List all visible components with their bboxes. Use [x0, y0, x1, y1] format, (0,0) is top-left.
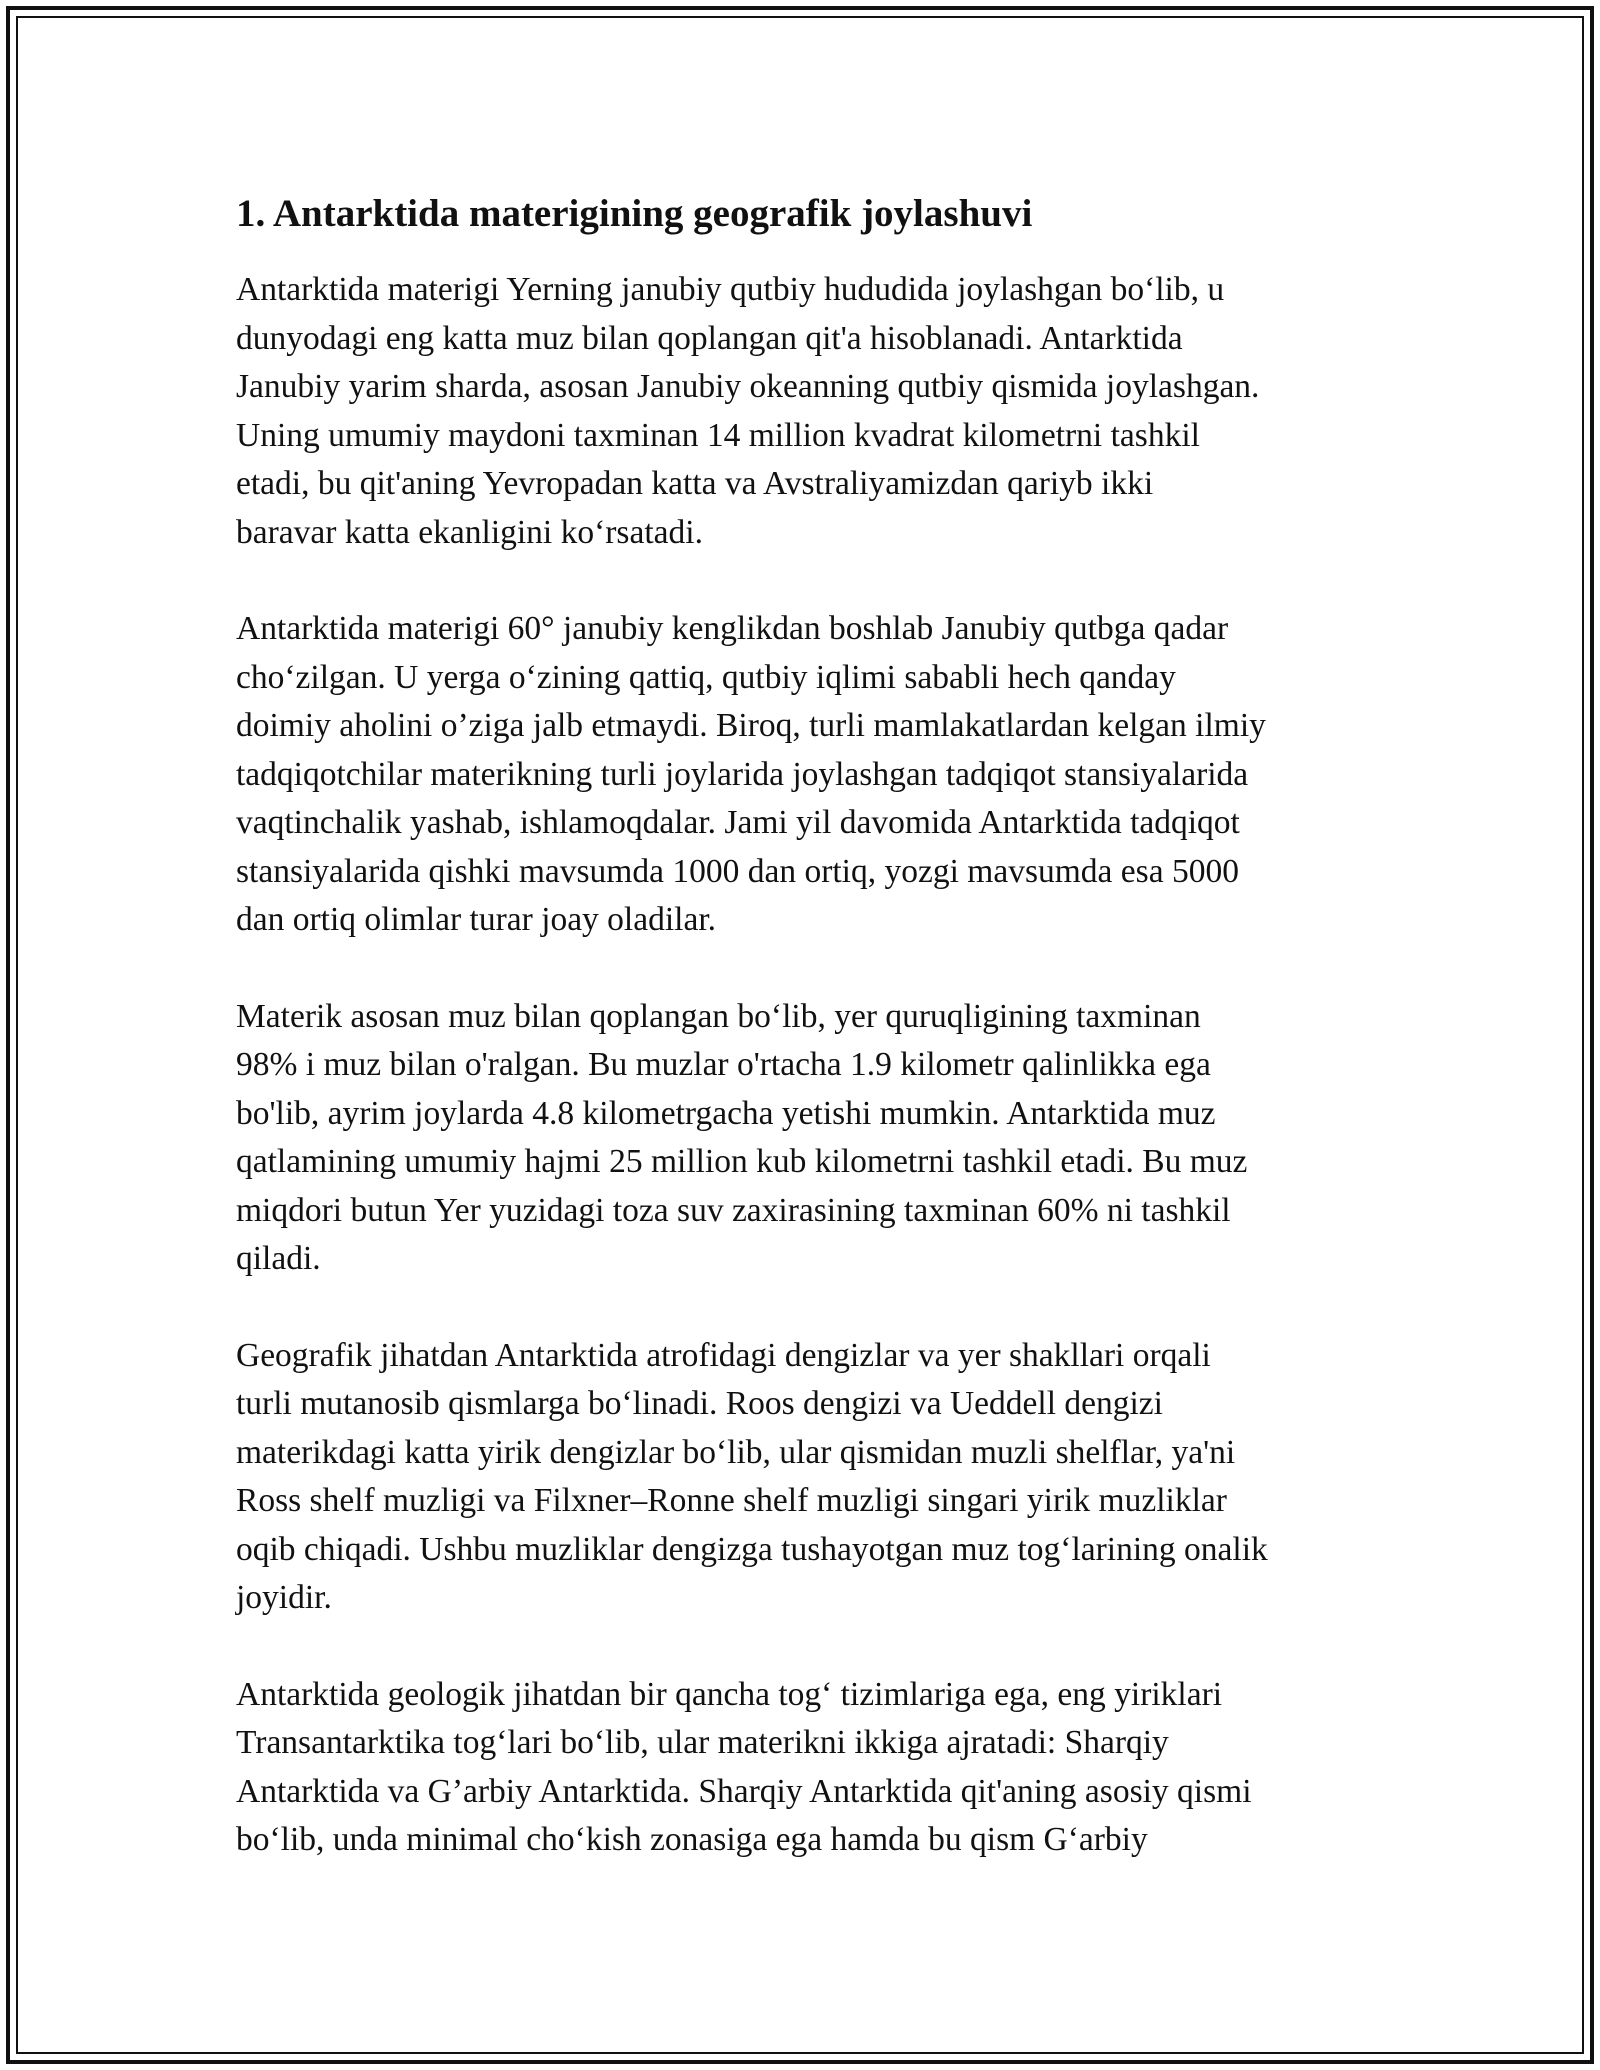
- paragraph-line: turli mutanosib qismlarga bo‘linadi. Roos dengizi va Ueddell dengizi: [236, 1385, 1163, 1422]
- paragraph-line: Antarktida materigi 60° janubiy kenglikdan boshlab Janubiy qutbga qadar: [236, 610, 1229, 647]
- paragraph-line: miqdori butun Yer yuzidagi toza suv zaxirasining taxminan 60% ni tashkil: [236, 1191, 1231, 1229]
- paragraph-line: etadi, bu qit'aning Yevropadan katta va Avstraliyamizdan qariyb ikki: [236, 465, 1154, 502]
- paragraph-line: joyidir.: [236, 1579, 332, 1616]
- paragraph-line: dunyodagi eng katta muz bilan qoplangan qit'a hisoblanadi. Antarktida: [236, 319, 1183, 357]
- section-heading: 1. Antarktida materigining geografik joylashuvi: [236, 192, 1033, 235]
- document-body: [236, 188, 1376, 1913]
- paragraph-line: Ross shelf muzligi va Filxner–Ronne shelf muzligi singari yirik muzliklar: [236, 1482, 1227, 1519]
- paragraph-line: dan ortiq olimlar turar joay oladilar.: [236, 901, 717, 938]
- paragraph-line: stansiyalarida qishki mavsumda 1000 dan ortiq, yozgi mavsumda esa 5000: [236, 852, 1239, 890]
- paragraph-line: qiladi.: [236, 1240, 321, 1277]
- paragraph-line: materikdagi katta yirik dengizlar bo‘lib, ular qismidan muzli shelflar, ya'ni: [236, 1433, 1236, 1471]
- paragraph-2: [236, 605, 1376, 945]
- paragraph-line: oqib chiqadi. Ushbu muzliklar dengizga tushayotgan muz tog‘larining onalik: [236, 1530, 1268, 1568]
- paragraph-line: Janubiy yarim sharda, asosan Janubiy okeanning qutbiy qismida joylashgan.: [236, 368, 1260, 405]
- paragraph-line: cho‘zilgan. U yerga o‘zining qattiq, qutbiy iqlimi sababli hech qanday: [236, 658, 1176, 696]
- paragraph-line: qatlamining umumiy hajmi 25 million kub kilometrni tashkil etadi. Bu muz: [236, 1143, 1248, 1180]
- paragraph-line: Transantarktika tog‘lari bo‘lib, ular materikni ikkiga ajratadi: Sharqiy: [236, 1724, 1169, 1761]
- paragraph-line: Antarktida geologik jihatdan bir qancha tog‘ tizimlariga ega, eng yiriklari: [236, 1675, 1223, 1713]
- paragraph-line: bo‘lib, unda minimal cho‘kish zonasiga ega hamda bu qism G‘arbiy: [236, 1821, 1148, 1858]
- paragraph-line: Materik asosan muz bilan qoplangan bo‘lib, yer quruqligining taxminan: [236, 997, 1201, 1035]
- paragraph-3: [236, 993, 1376, 1284]
- paragraph-line: Uning umumiy maydoni taxminan 14 million kvadrat kilometrni tashkil: [236, 416, 1200, 454]
- paragraph-line: Geografik jihatdan Antarktida atrofidagi dengizlar va yer shakllari orqali: [236, 1336, 1211, 1374]
- paragraph-line: vaqtinchalik yashab, ishlamoqdalar. Jami yil davomida Antarktida tadqiqot: [236, 804, 1240, 841]
- paragraph-line: tadqiqotchilar materikning turli joylarida joylashgan tadqiqot stansiyalarida: [236, 755, 1249, 793]
- paragraph-line: Antarktida va G’arbiy Antarktida. Sharqiy Antarktida qit'aning asosiy qismi: [236, 1772, 1252, 1810]
- paragraph-line: 98% i muz bilan o'ralgan. Bu muzlar o'rtacha 1.9 kilometr qalinlikka ega: [236, 1046, 1211, 1083]
- paragraph-line: baravar katta ekanligini ko‘rsatadi.: [236, 513, 703, 551]
- paragraph-line: bo'lib, ayrim joylarda 4.8 kilometrgacha yetishi mumkin. Antarktida muz: [236, 1094, 1216, 1132]
- paragraph-4: [236, 1332, 1376, 1623]
- paragraph-1: [236, 266, 1376, 557]
- paragraph-line: Antarktida materigi Yerning janubiy qutbiy hududida joylashgan bo‘lib, u: [236, 271, 1225, 308]
- paragraph-line: doimiy aholini o’ziga jalb etmaydi. Biroq, turli mamlakatlardan kelgan ilmiy: [236, 707, 1266, 744]
- paragraph-5: [236, 1671, 1376, 1865]
